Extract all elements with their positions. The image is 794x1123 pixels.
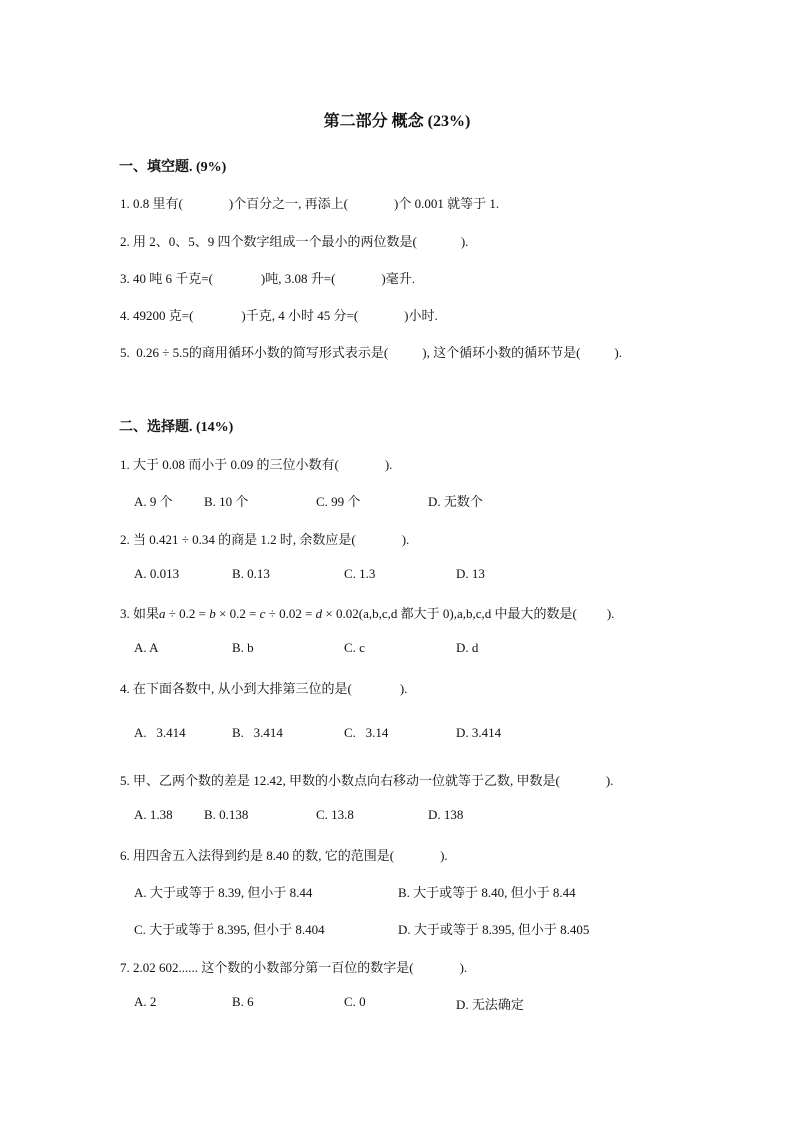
q-text: )个 0.001 就等于 1.	[394, 196, 500, 211]
option-d[interactable]: D. 13	[456, 566, 485, 581]
q-text: ), 这个循环小数的循环节是(	[422, 345, 581, 360]
option-b[interactable]: B. b	[232, 640, 254, 655]
math-var-a: a	[159, 606, 166, 621]
choice-question-6	[120, 845, 448, 864]
section-heading-fill-blank: 一、填空题. (9%)	[119, 160, 227, 175]
q-text: )吨, 3.08 升=(	[260, 271, 336, 286]
q-text: ).	[459, 960, 468, 975]
q-text: ).	[399, 681, 408, 696]
choice-options-5	[134, 807, 694, 825]
choice-options-3	[134, 640, 694, 658]
option-c[interactable]: C. 大于或等于 8.395, 但小于 8.404	[134, 922, 325, 937]
q-text: 2. 用 2、0、5、9 四个数字组成一个最小的两位数是(	[120, 234, 417, 249]
option-c[interactable]	[344, 725, 388, 741]
q-text: ).	[384, 457, 393, 472]
q-text: 1. 大于 0.08 而小于 0.09 的三位小数有(	[120, 457, 339, 472]
option-b[interactable]	[232, 725, 283, 741]
option-label: A.	[134, 725, 147, 740]
option-a[interactable]: A. 2	[134, 994, 157, 1009]
option-c[interactable]: C. 0	[344, 994, 366, 1009]
math-expression: 0.26 ÷ 5.5	[136, 345, 189, 360]
fill-question-3	[120, 268, 415, 287]
option-label: B.	[232, 725, 244, 740]
q-text: 6. 用四舍五入法得到约是 8.40 的数, 它的范围是(	[120, 848, 395, 863]
q-text: 3. 40 吨 6 千克=(	[120, 271, 213, 286]
option-label: C.	[344, 725, 356, 740]
repeating-decimal-value: 3.14	[365, 725, 389, 740]
choice-question-4	[120, 678, 407, 697]
choice-options-4	[134, 725, 694, 743]
q-text: ).	[440, 848, 448, 863]
q-text: )个百分之一, 再添上(	[228, 196, 349, 211]
choice-question-5	[120, 770, 613, 789]
math-op: × 0.02	[322, 606, 359, 621]
option-a[interactable]: A. 1.38	[134, 807, 173, 822]
q-text: (a,b,c,d 都大于 0),a,b,c,d 中最大的数是(	[358, 606, 577, 621]
repeating-decimal-value: 3.414	[156, 725, 186, 740]
option-a[interactable]: A. A	[134, 640, 159, 655]
q-text: 2. 当 0.421 ÷ 0.34 的商是 1.2 时, 余数应是(	[120, 532, 356, 547]
fill-question-1	[120, 193, 499, 212]
option-d[interactable]: D. 大于或等于 8.395, 但小于 8.405	[398, 922, 590, 937]
math-var-c: c	[259, 606, 266, 621]
choice-question-2	[120, 529, 409, 548]
math-op: ÷ 0.2 =	[165, 606, 210, 621]
q-text: 的商用循环小数的简写形式表示是(	[188, 345, 389, 360]
q-text: )毫升.	[381, 271, 416, 286]
q-text: 1. 0.8 里有(	[120, 196, 183, 211]
choice-options-6a	[134, 882, 694, 900]
q-text: 4. 在下面各数中, 从小到大排第三位的是(	[120, 681, 352, 696]
option-a[interactable]: A. 大于或等于 8.39, 但小于 8.44	[134, 885, 313, 900]
choice-options-7	[134, 994, 694, 1012]
math-var-b: b	[209, 606, 216, 621]
q-text: ).	[460, 234, 469, 249]
option-a[interactable]: A. 9 个	[134, 494, 173, 509]
q-text: 7. 2.02 602...... 这个数的小数部分第一百位的数字是(	[120, 960, 414, 975]
q-text: ).	[401, 532, 410, 547]
option-c[interactable]: C. 1.3	[344, 566, 376, 581]
choice-options-2	[134, 566, 694, 584]
option-d[interactable]: D. d	[456, 640, 479, 655]
option-d[interactable]: D. 无法确定	[456, 997, 524, 1012]
math-op: ÷ 0.02 =	[265, 606, 316, 621]
q-text: ).	[605, 773, 614, 788]
option-a[interactable]: A. 0.013	[134, 566, 180, 581]
option-c[interactable]: C. 99 个	[316, 494, 361, 509]
option-c[interactable]: C. c	[344, 640, 365, 655]
option-b[interactable]: B. 0.138	[204, 807, 249, 822]
q-text: ).	[614, 345, 622, 360]
choice-question-3	[120, 603, 614, 622]
option-c[interactable]: C. 13.8	[316, 807, 354, 822]
fill-question-5	[120, 342, 622, 361]
q-text: )千克, 4 小时 45 分=(	[241, 308, 359, 323]
fill-question-4	[120, 305, 438, 324]
option-b[interactable]: B. 10 个	[204, 494, 249, 509]
repeating-decimal-value: 3.414	[253, 725, 283, 740]
q-number: 3. 如果	[120, 606, 160, 621]
fill-question-2	[120, 231, 468, 250]
page-title: 第二部分 概念 (23%)	[323, 113, 471, 130]
option-a[interactable]	[134, 725, 186, 741]
section-heading-multiple-choice: 二、选择题. (14%)	[119, 420, 234, 435]
choice-question-1	[120, 454, 392, 473]
q-text: ).	[606, 606, 615, 621]
math-op: × 0.2 =	[215, 606, 260, 621]
option-d[interactable]: D. 无数个	[428, 494, 483, 509]
option-d[interactable]: D. 138	[428, 807, 464, 822]
q-text: )小时.	[404, 308, 438, 323]
option-b[interactable]: B. 大于或等于 8.40, 但小于 8.44	[398, 885, 576, 900]
choice-options-6b	[134, 919, 694, 937]
math-var-d: d	[315, 606, 323, 621]
option-b[interactable]: B. 6	[232, 994, 254, 1009]
choice-question-7	[120, 957, 467, 976]
option-d[interactable]: D. 3.414	[456, 725, 502, 740]
choice-options-1	[134, 491, 694, 509]
q-number: 5.	[120, 345, 130, 360]
option-b[interactable]: B. 0.13	[232, 566, 270, 581]
q-text: 5. 甲、乙两个数的差是 12.42, 甲数的小数点向右移动一位就等于乙数, 甲数是(	[120, 773, 560, 788]
q-text: 4. 49200 克=(	[120, 308, 194, 323]
